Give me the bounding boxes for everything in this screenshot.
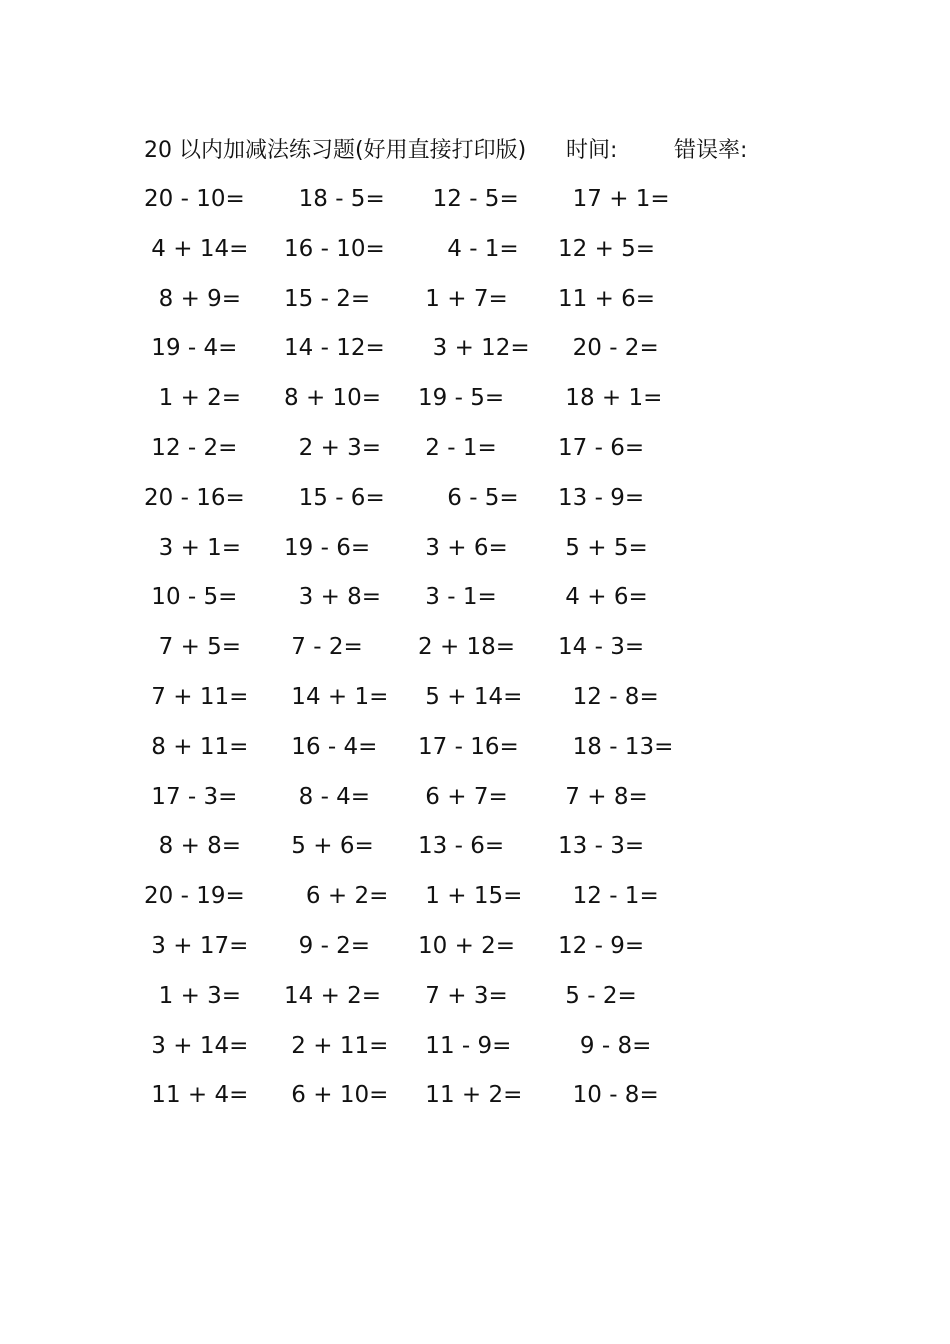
math-problem: 3 + 6=	[418, 534, 508, 561]
math-problem: 12 - 8=	[558, 683, 659, 710]
math-problem: 8 - 4=	[284, 783, 371, 810]
math-problem: 11 + 2=	[418, 1082, 523, 1109]
math-problem: 6 + 10=	[284, 1082, 389, 1109]
math-problem: 19 - 4=	[144, 335, 238, 362]
math-problem: 13 - 9=	[558, 484, 645, 511]
math-problem: 14 - 3=	[558, 634, 645, 661]
math-problem: 13 - 6=	[418, 833, 505, 860]
math-problem: 3 + 1=	[144, 534, 242, 561]
problem-row	[144, 979, 704, 1029]
problem-row	[144, 879, 704, 929]
math-problem: 7 - 2=	[284, 634, 363, 661]
math-problem: 20 - 16=	[144, 484, 245, 511]
math-problem: 7 + 11=	[144, 683, 249, 710]
math-problem: 6 - 5=	[418, 484, 519, 511]
math-problem: 4 + 6=	[558, 584, 648, 611]
problem-row	[144, 630, 704, 680]
math-problem: 14 - 12=	[284, 335, 385, 362]
math-problem: 10 - 8=	[558, 1082, 659, 1109]
worksheet-title: 20 以内加减法练习题(好用直接打印版)	[144, 138, 527, 163]
problem-row	[144, 780, 704, 830]
problem-row	[144, 1029, 704, 1079]
math-problem: 7 + 5=	[144, 634, 242, 661]
math-problem: 3 + 17=	[144, 932, 249, 959]
math-problem: 19 - 5=	[418, 385, 505, 412]
math-problem: 15 - 6=	[284, 484, 385, 511]
math-problem: 5 + 14=	[418, 683, 523, 710]
math-problem: 4 - 1=	[418, 235, 519, 262]
math-problem: 3 - 1=	[418, 584, 497, 611]
problem-row	[144, 680, 704, 730]
math-problem: 8 + 8=	[144, 833, 242, 860]
math-problem: 18 - 13=	[558, 733, 674, 760]
problem-row	[144, 282, 704, 332]
math-problem: 1 + 2=	[144, 385, 242, 412]
math-problem: 11 + 4=	[144, 1082, 249, 1109]
math-problem: 2 + 18=	[418, 634, 516, 661]
math-problem: 14 + 2=	[284, 982, 382, 1009]
math-problem: 7 + 3=	[418, 982, 508, 1009]
math-problem: 1 + 3=	[144, 982, 242, 1009]
math-problem: 1 + 15=	[418, 883, 523, 910]
math-problem: 12 - 5=	[418, 186, 519, 212]
math-problem: 14 + 1=	[284, 683, 389, 710]
error-rate-label: 错误率:	[674, 138, 748, 163]
math-problem: 20 - 10=	[144, 186, 245, 212]
math-problem: 12 - 9=	[558, 932, 645, 959]
math-problem: 17 - 3=	[144, 783, 238, 810]
math-problem: 11 - 9=	[418, 1032, 512, 1059]
math-problem: 9 - 2=	[284, 932, 371, 959]
math-problem: 12 + 5=	[558, 235, 656, 262]
math-problem: 5 + 5=	[558, 534, 648, 561]
math-problem: 17 - 16=	[418, 733, 519, 760]
math-problem: 3 + 12=	[418, 335, 530, 362]
problem-row	[144, 929, 704, 979]
math-problem: 12 - 1=	[558, 883, 659, 910]
math-problem: 20 - 2=	[558, 335, 659, 362]
math-problem: 7 + 8=	[558, 783, 648, 810]
math-problem: 8 + 9=	[144, 285, 242, 312]
math-problem: 3 + 14=	[144, 1032, 249, 1059]
math-problem: 19 - 6=	[284, 534, 371, 561]
time-label: 时间:	[566, 138, 618, 163]
math-problem: 16 - 10=	[284, 235, 385, 262]
math-problem: 4 + 14=	[144, 235, 249, 262]
problem-row	[144, 580, 704, 630]
math-problem: 9 - 8=	[558, 1032, 652, 1059]
problem-row	[144, 381, 704, 431]
problem-row	[144, 1078, 704, 1128]
math-problem: 3 + 8=	[284, 584, 382, 611]
problem-grid	[144, 182, 704, 1128]
math-problem: 2 + 11=	[284, 1032, 389, 1059]
math-problem: 20 - 19=	[144, 883, 245, 910]
math-problem: 8 + 10=	[284, 385, 382, 412]
math-problem: 10 - 5=	[144, 584, 238, 611]
problem-row	[144, 531, 704, 581]
math-problem: 15 - 2=	[284, 285, 371, 312]
math-problem: 2 - 1=	[418, 434, 497, 461]
math-problem: 5 - 2=	[558, 982, 637, 1009]
math-problem: 13 - 3=	[558, 833, 645, 860]
problem-row	[144, 232, 704, 282]
math-problem: 17 - 6=	[558, 434, 645, 461]
problem-row	[144, 182, 704, 232]
math-problem: 11 + 6=	[558, 285, 656, 312]
math-problem: 16 - 4=	[284, 733, 378, 760]
math-problem: 8 + 11=	[144, 733, 249, 760]
problem-row	[144, 829, 704, 879]
problem-row	[144, 481, 704, 531]
problem-row	[144, 431, 704, 481]
problem-row	[144, 730, 704, 780]
math-problem: 6 + 2=	[284, 883, 389, 910]
problem-row	[144, 331, 704, 381]
math-problem: 1 + 7=	[418, 285, 508, 312]
math-problem: 18 - 5=	[284, 186, 385, 212]
math-problem: 5 + 6=	[284, 833, 374, 860]
math-problem: 6 + 7=	[418, 783, 508, 810]
math-problem: 10 + 2=	[418, 932, 516, 959]
math-problem: 12 - 2=	[144, 434, 238, 461]
math-problem: 17 + 1=	[558, 186, 670, 212]
math-problem: 18 + 1=	[558, 385, 663, 412]
math-problem: 2 + 3=	[284, 434, 382, 461]
